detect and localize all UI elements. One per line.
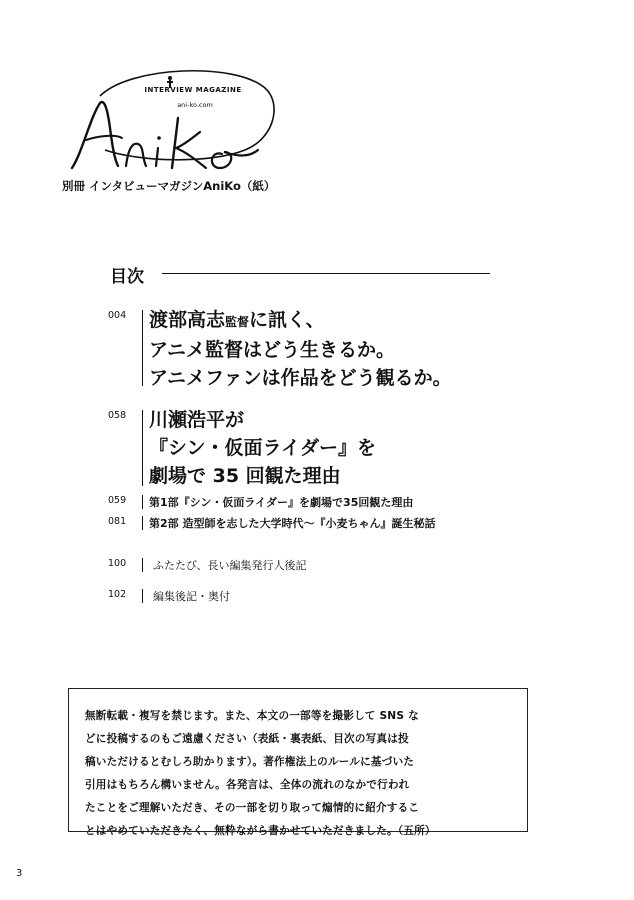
toc-divider <box>142 410 143 486</box>
toc-title: 目次 <box>110 267 144 287</box>
notice-line: 稿いただけるとむしろ助かります）。著作権法上のルールに基づいた <box>85 756 415 768</box>
toc-divider <box>142 495 143 509</box>
logo-tagline: INTERVIEW MAGAZINE <box>144 86 242 94</box>
toc-heading <box>110 262 490 286</box>
publication-subtitle: 別冊 インタビューマガジンAniKo（紙） <box>62 179 276 193</box>
toc-divider <box>142 310 143 386</box>
notice-line: 無断転載・複写を禁じます。また、本文の一部等を撮影して SNS な <box>85 710 419 722</box>
toc-page-number: 058 <box>108 410 127 421</box>
logo-site-url: ani-ko.com <box>177 101 213 109</box>
notice-line: とはやめていただきたく、無粋ながら書かせていただきました。（五所） <box>85 825 436 837</box>
toc-entry-title: 川瀬浩平が 『シン・仮面ライダー』を 劇場で 35 回観た理由 <box>149 409 376 487</box>
aniko-logo <box>60 58 280 178</box>
toc-page-number: 102 <box>108 589 127 600</box>
toc-page-number: 059 <box>108 495 127 506</box>
toc-page-number: 081 <box>108 516 127 527</box>
toc-entry-title: 渡部高志監督に訊く、 アニメ監督はどう生きるか。 アニメファンは作品をどう観るか。 <box>149 309 452 389</box>
toc-divider <box>142 589 143 603</box>
toc-entry-title: 第2部 造型師を志した大学時代〜『小麦ちゃん』誕生秘話 <box>149 517 436 530</box>
toc-entry-title: 第1部『シン・仮面ライダー』を劇場で35回観た理由 <box>149 496 414 509</box>
notice-line: たことをご理解いただき、その一部を切り取って煽情的に紹介するこ <box>85 802 420 814</box>
toc-title-rule <box>162 273 490 274</box>
toc-divider <box>142 516 143 530</box>
page-folio: 3 <box>16 868 23 879</box>
notice-line: どに投稿するのもご遠慮ください（表紙・裏表紙、目次の写真は投 <box>85 733 409 745</box>
copyright-notice-box <box>68 688 528 837</box>
toc-page-number: 004 <box>108 310 127 321</box>
logo-oval-wordmark <box>60 58 280 178</box>
toc-page-number: 100 <box>108 558 127 569</box>
toc-entry-title: 編集後記・奥付 <box>153 590 230 603</box>
notice-line: 引用はもちろん構いません。各発言は、全体の流れのなかで行われ <box>85 779 410 791</box>
toc-divider <box>142 558 143 572</box>
toc-entry-title: ふたたび、長い編集発行人後記 <box>153 559 307 572</box>
